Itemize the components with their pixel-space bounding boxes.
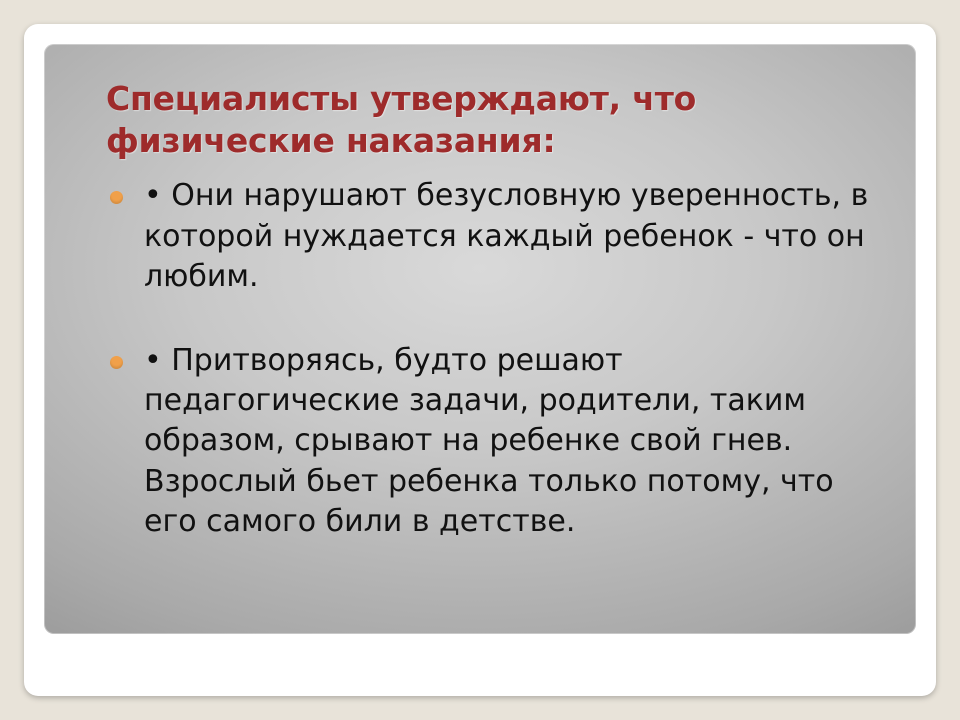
- bullet-list: [84, 176, 876, 542]
- bullet-dot-icon: [110, 356, 123, 369]
- page-title: Специалисты утверждают, что физические наказания:: [106, 79, 697, 161]
- slide-content-panel: [44, 44, 916, 634]
- list-item: [102, 341, 876, 542]
- list-spacer: [84, 323, 876, 341]
- slide: [24, 24, 936, 696]
- list-item: [102, 176, 876, 297]
- list-item-label: • Притворяясь, будто решают педагогические задачи, родители, таким образом, срывают на ребенке свой гнев. Взрослый бьет ребенка только потому, что его самого били в детстве.: [144, 343, 834, 539]
- list-item-label: • Они нарушают безусловную уверенность, в которой нуждается каждый ребенок - что он любим.: [144, 178, 869, 294]
- bullet-dot-icon: [110, 191, 123, 204]
